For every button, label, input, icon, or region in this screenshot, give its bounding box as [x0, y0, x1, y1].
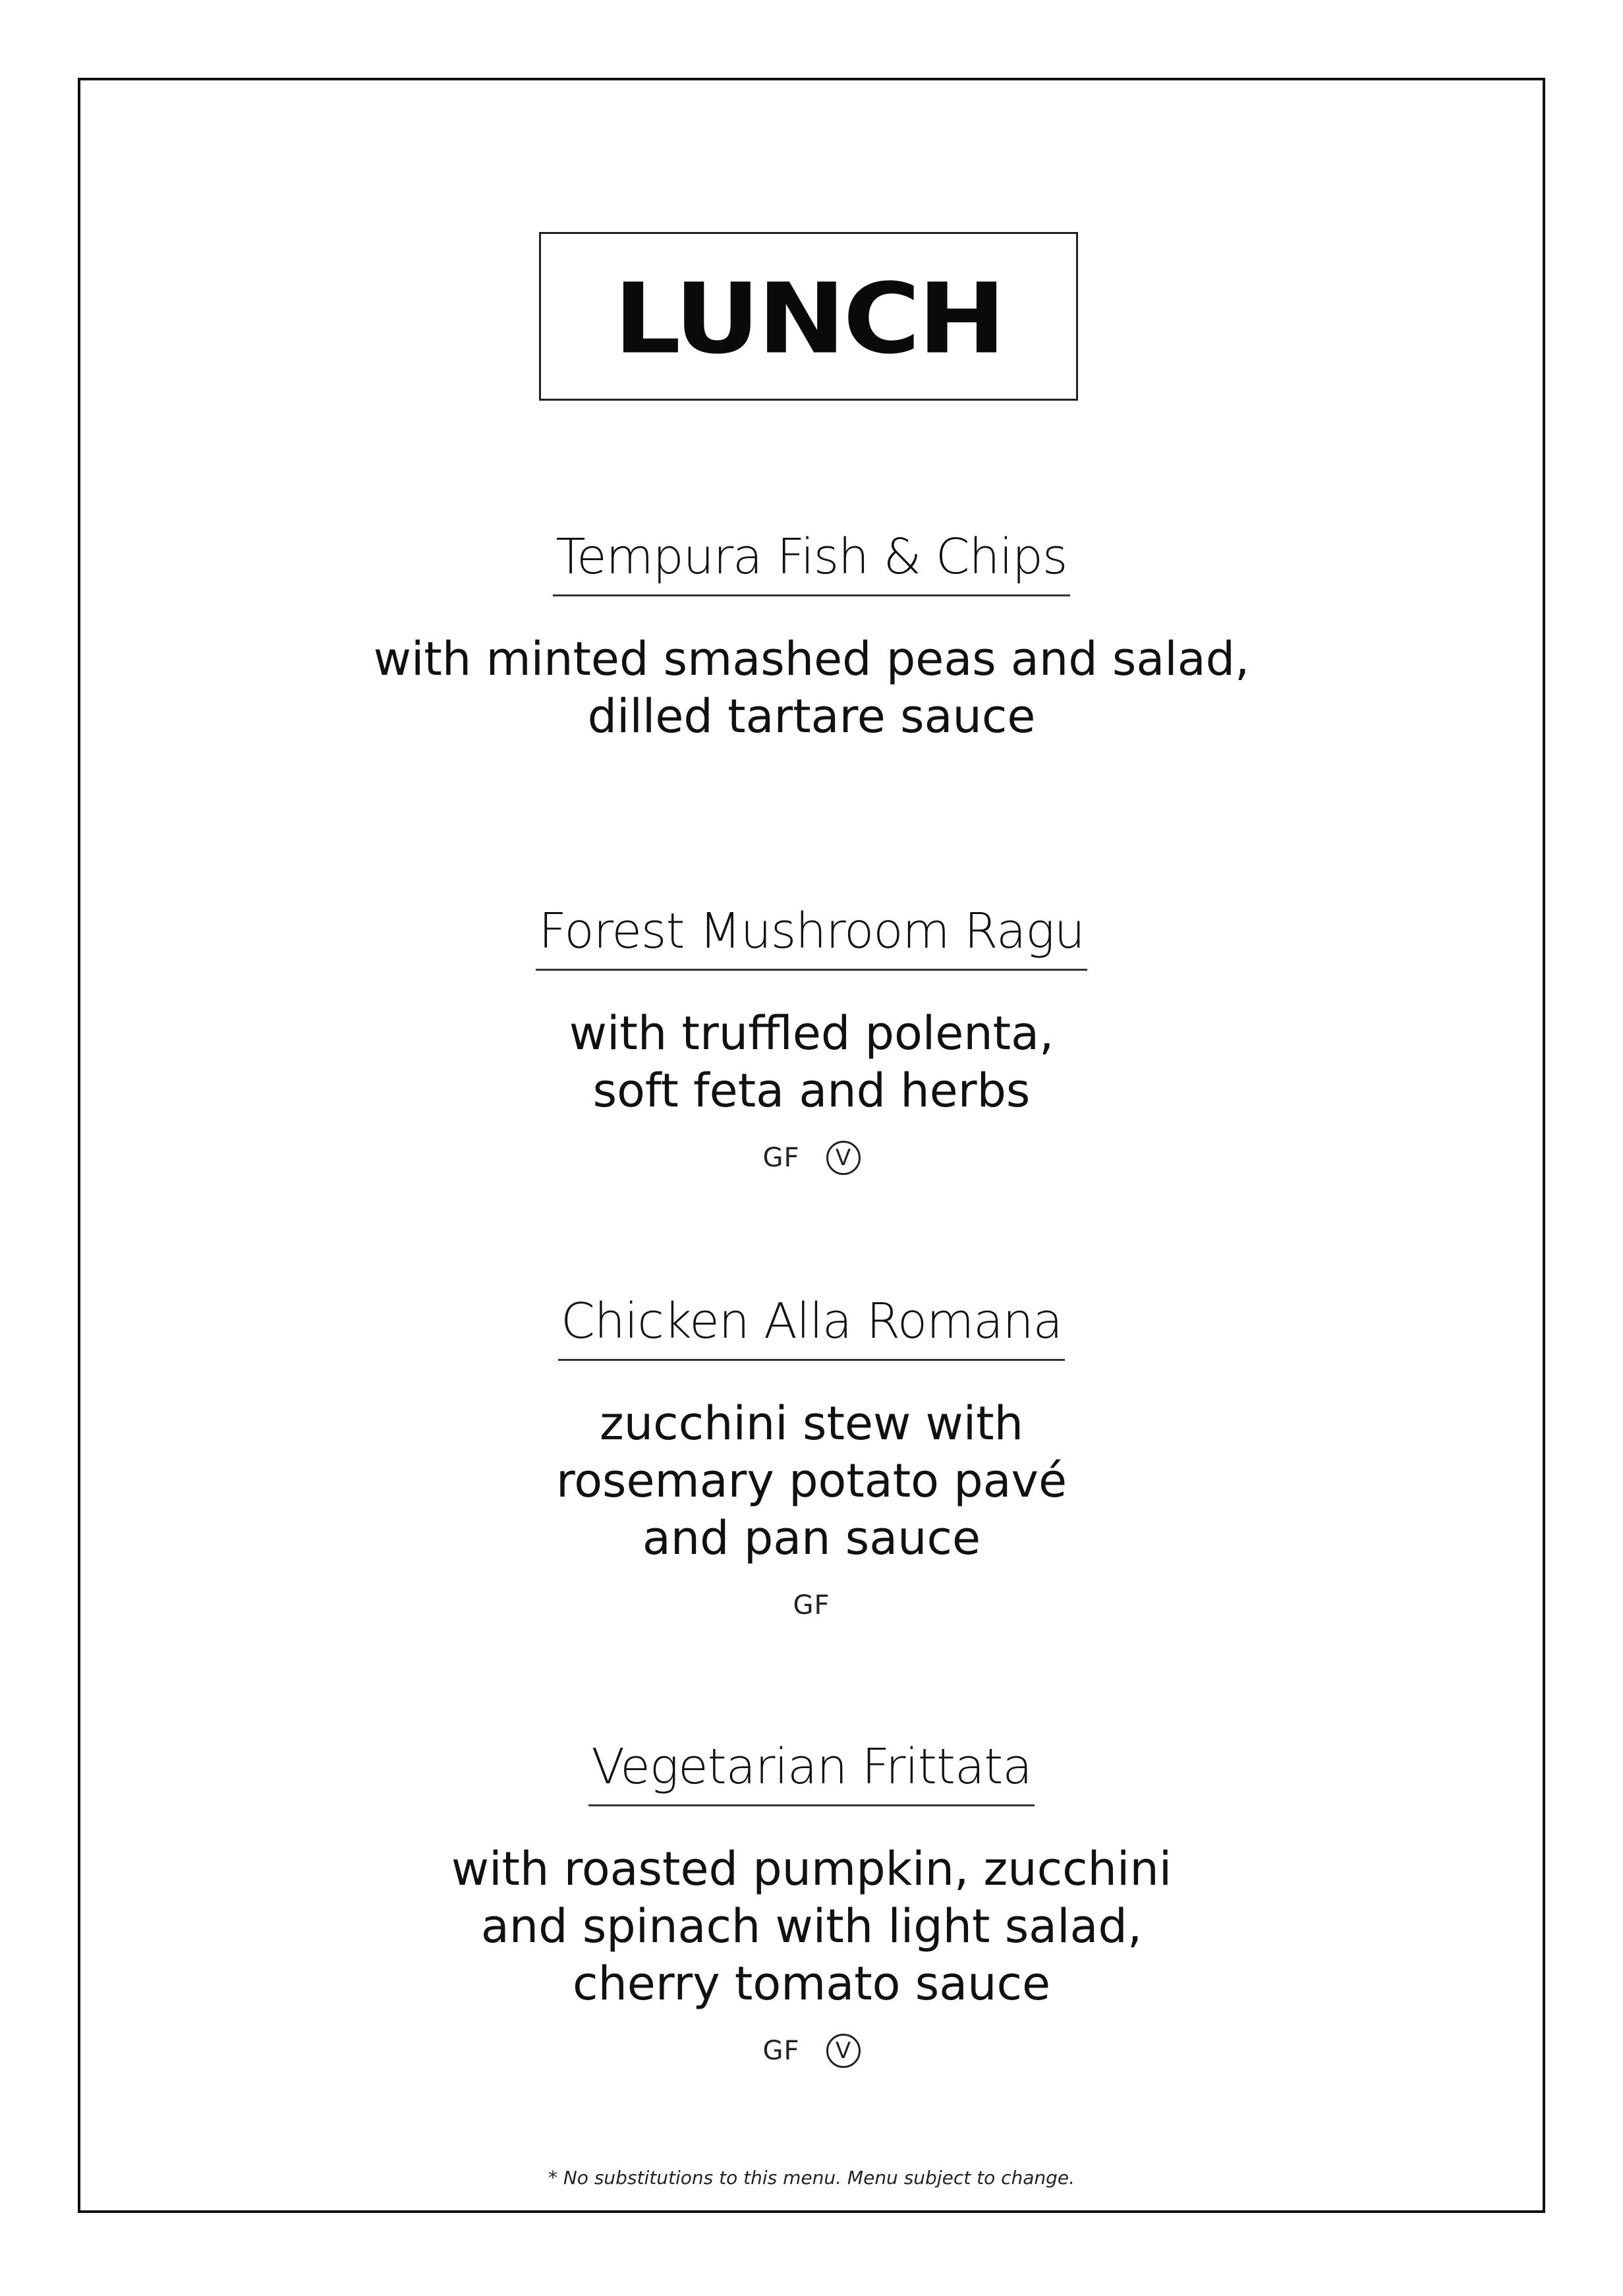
dish-description-line: with minted smashed peas and salad,	[373, 632, 1250, 686]
dish-description	[0, 1841, 1623, 2013]
dietary-tags	[0, 1586, 1623, 1625]
dish-name: Chicken Alla Romana	[558, 1297, 1065, 1361]
dish-description-line: and spinach with light salad,	[480, 1899, 1143, 1953]
gluten-free-tag: GF	[762, 2036, 800, 2066]
gluten-free-tag: GF	[762, 1143, 800, 1173]
dietary-tags	[0, 1138, 1623, 1178]
dish-name: Tempura Fish & Chips	[553, 532, 1069, 596]
dish-item	[0, 903, 1623, 1178]
menu-footer-note: * No substitutions to this menu. Menu subject to change.	[548, 2167, 1075, 2189]
dietary-tags	[0, 2031, 1623, 2071]
dish-description-line: cherry tomato sauce	[572, 1957, 1051, 2011]
dish-description-line: soft feta and herbs	[592, 1064, 1031, 1118]
dish-name: Vegetarian Frittata	[588, 1742, 1034, 1806]
dish-description-line: with truffled polenta,	[569, 1006, 1054, 1060]
gluten-free-tag: GF	[793, 1590, 830, 1621]
dish-item	[0, 1738, 1623, 2071]
dish-description	[0, 1395, 1623, 1567]
dish-description-line: with roasted pumpkin, zucchini	[451, 1842, 1172, 1896]
dish-description-line: and pan sauce	[642, 1511, 981, 1565]
dish-description	[0, 631, 1623, 745]
dish-item	[0, 529, 1623, 745]
dish-name: Forest Mushroom Ragu	[536, 907, 1087, 971]
dish-description	[0, 1005, 1623, 1120]
dish-description-line: zucchini stew with	[600, 1396, 1023, 1450]
dish-description-line: dilled tartare sauce	[587, 689, 1036, 743]
menu-title: LUNCH	[613, 262, 1004, 376]
menu-title-box	[539, 232, 1078, 401]
vegetarian-icon: V	[826, 1141, 861, 1175]
dish-item	[0, 1293, 1623, 1625]
vegetarian-icon: V	[826, 2034, 861, 2068]
dish-description-line: rosemary potato pavé	[555, 1454, 1068, 1508]
